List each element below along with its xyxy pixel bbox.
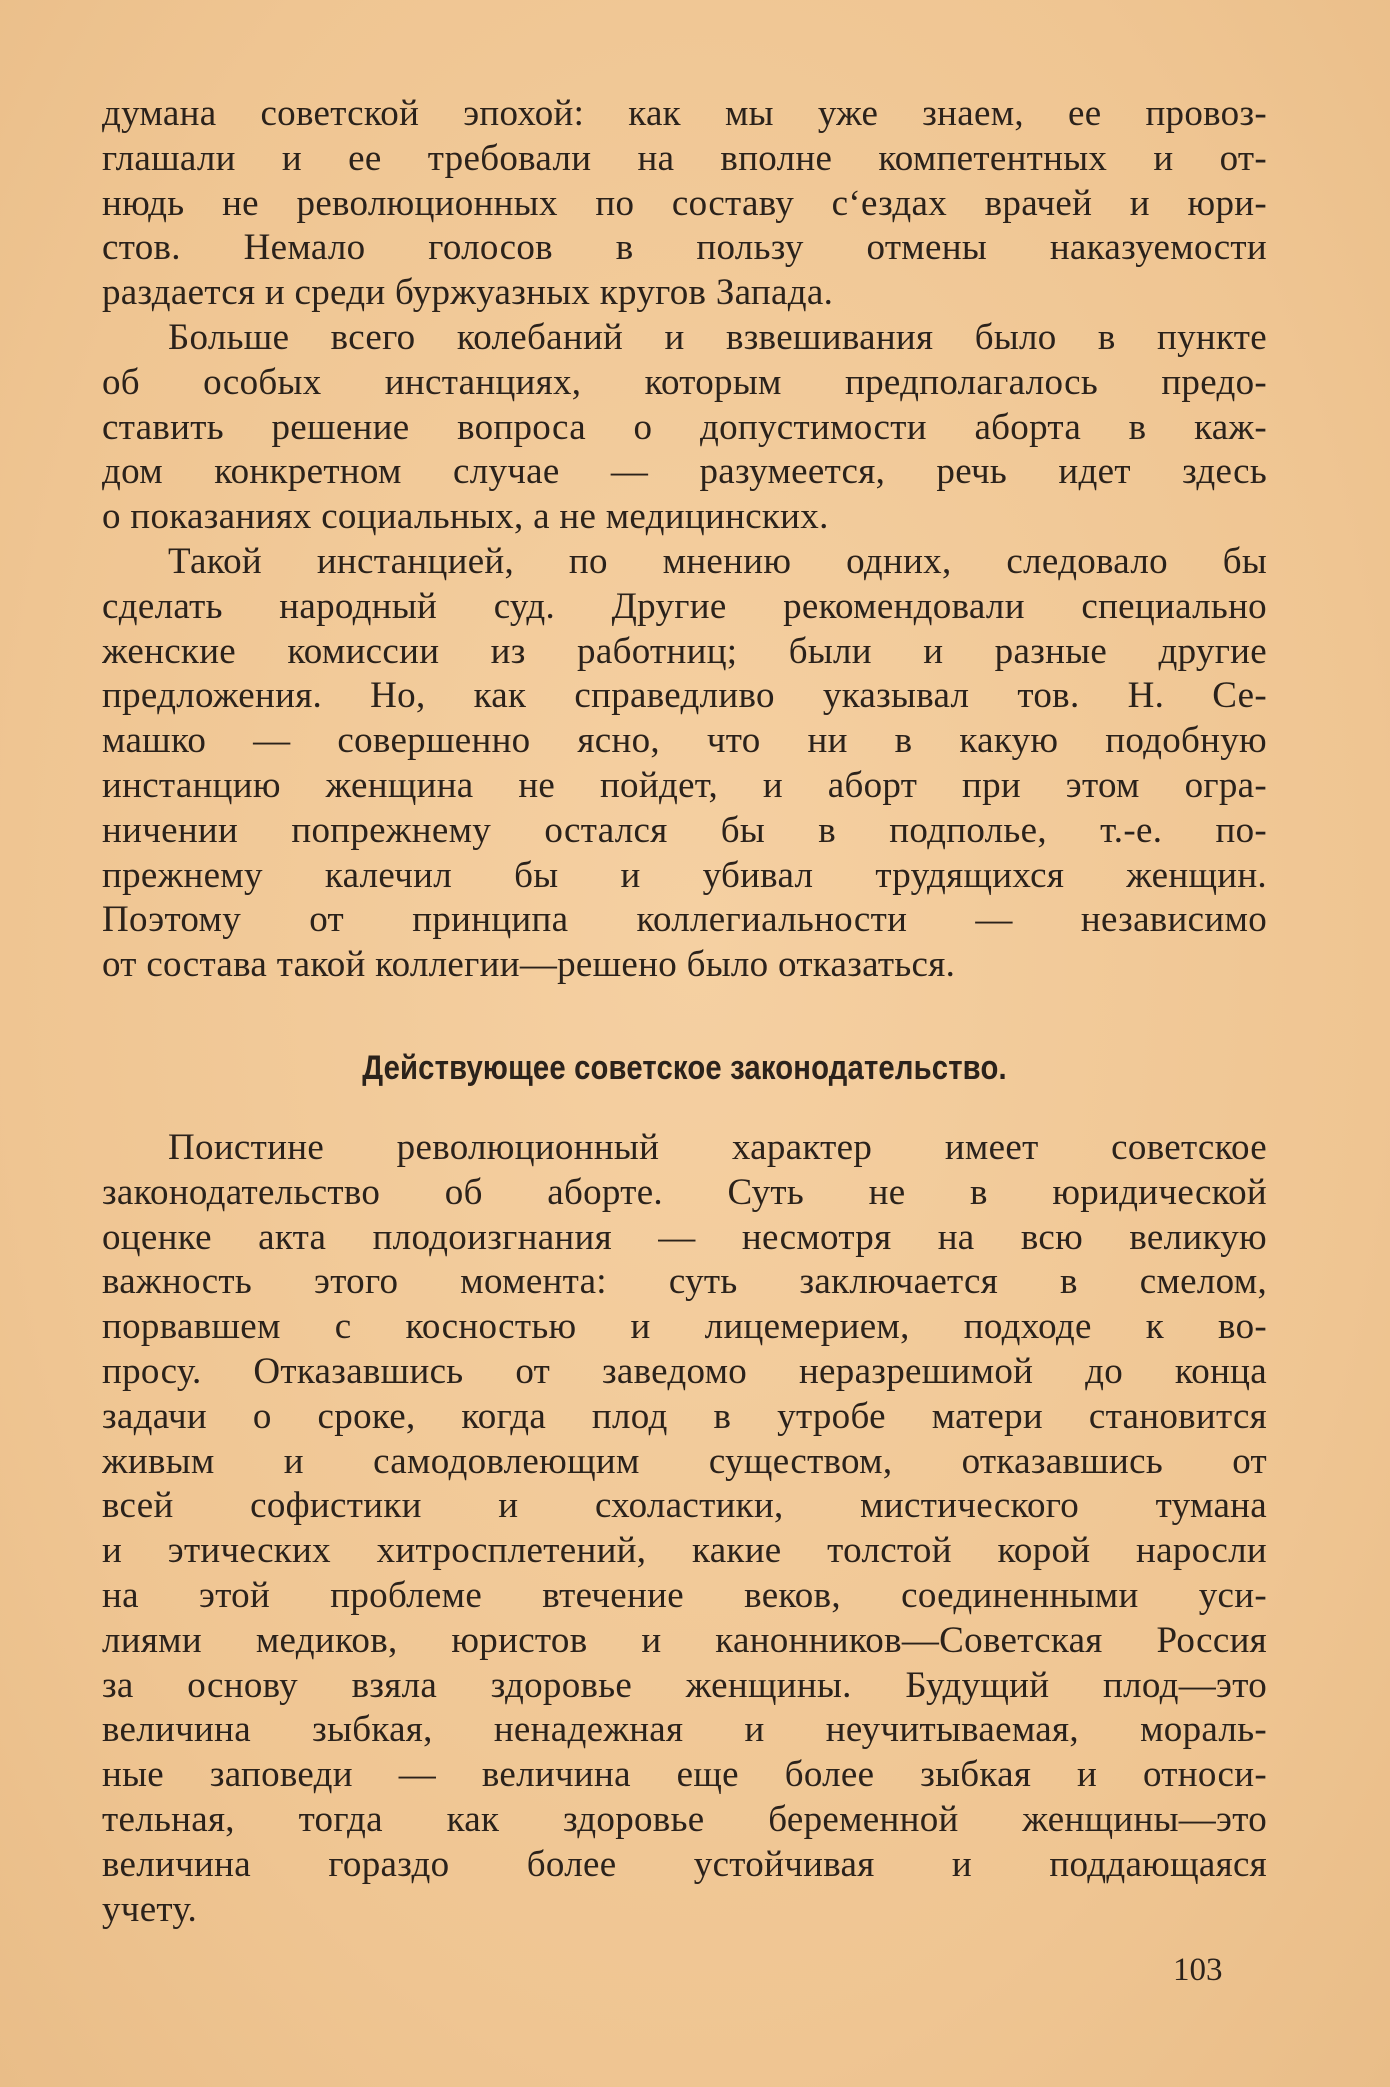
paragraph-block-1 bbox=[102, 92, 1267, 988]
text-line: Больше всего колебаний и взвешивания было в пункте bbox=[168, 316, 1267, 358]
text-line: думана советской эпохой: как мы уже знаем, ее провоз- bbox=[102, 93, 1267, 134]
text-line: глашали и ее требовали на вполне компетентных и от- bbox=[102, 137, 1267, 179]
text-line: всей софистики и схоластики, мистического тумана bbox=[102, 1485, 1267, 1527]
text-line: ставить решение вопроса о допустимости аборта в каж- bbox=[102, 406, 1267, 448]
text-line: Поистине революционный характер имеет советское bbox=[168, 1127, 1267, 1168]
text-line: нюдь не революционных по составу с‘ездах врачей и юри- bbox=[102, 182, 1267, 224]
text-line: лиями медиков, юристов и канонников—Советская Россия bbox=[102, 1619, 1267, 1661]
section-heading: Действующее советское законодательство. bbox=[362, 1049, 1007, 1087]
text-line: величина гораздо более устойчивая и поддающаяся bbox=[102, 1843, 1267, 1885]
text-line: дом конкретном случае — разумеется, речь идет здесь bbox=[102, 451, 1267, 493]
text-line: инстанцию женщина не пойдет, и аборт при этом огра- bbox=[102, 764, 1267, 806]
text-line: предложения. Но, как справедливо указывал тов. Н. Се- bbox=[102, 675, 1267, 717]
text-line: Поэтому от принципа коллегиальности — независимо bbox=[102, 899, 1267, 941]
paragraph-block-2 bbox=[102, 1126, 1267, 1932]
text-line: оценке акта плодоизгнания — несмотря на всю великую bbox=[102, 1216, 1267, 1258]
text-line: стов. Немало голосов в пользу отмены наказуемости bbox=[102, 227, 1267, 269]
text-line: тельная, тогда как здоровье беременной женщины—это bbox=[102, 1798, 1267, 1840]
text-line: учету. bbox=[102, 1888, 198, 1930]
text-line: женские комиссии из работниц; были и разные другие bbox=[102, 630, 1267, 672]
text-line: на этой проблеме втечение веков, соединенными уси- bbox=[102, 1574, 1267, 1616]
text-line: от состава такой коллегии—решено было отказаться. bbox=[102, 944, 956, 986]
text-line: сделать народный суд. Другие рекомендовали специально bbox=[102, 585, 1267, 627]
text-line: раздается и среди буржуазных кругов Запада. bbox=[102, 272, 834, 314]
page-body bbox=[102, 92, 1267, 1930]
text-line: величина зыбкая, ненадежная и неучитываемая, мораль- bbox=[102, 1709, 1267, 1751]
text-line: порвавшем с косностью и лицемерием, подходе к во- bbox=[102, 1306, 1267, 1348]
text-line: о показаниях социальных, а не медицинских. bbox=[102, 496, 829, 538]
text-line: законодательство об аборте. Суть не в юридической bbox=[102, 1171, 1267, 1213]
text-line: задачи о сроке, когда плод в утробе матери становится bbox=[102, 1395, 1267, 1437]
text-line: важность этого момента: суть заключается в смелом, bbox=[102, 1261, 1267, 1303]
text-line: Такой инстанцией, по мнению одних, следовало бы bbox=[168, 540, 1267, 582]
text-line: прежнему калечил бы и убивал трудящихся женщин. bbox=[102, 854, 1267, 896]
text-line: ные заповеди — величина еще более зыбкая и относи- bbox=[102, 1754, 1267, 1796]
page-number: 103 bbox=[1173, 1952, 1223, 1988]
text-line: ничении попрежнему остался бы в подполье, т.-е. по- bbox=[102, 809, 1267, 851]
text-line: за основу взяла здоровье женщины. Будущий плод—это bbox=[102, 1664, 1267, 1706]
text-line: живым и самодовлеющим существом, отказавшись от bbox=[102, 1440, 1267, 1482]
text-line: об особых инстанциях, которым предполагалось предо- bbox=[102, 361, 1267, 403]
text-line: машко — совершенно ясно, что ни в какую подобную bbox=[102, 720, 1267, 762]
text-line: просу. Отказавшись от заведомо неразрешимой до конца bbox=[102, 1350, 1267, 1392]
text-line: и этических хитросплетений, какие толстой корой наросли bbox=[102, 1530, 1267, 1572]
